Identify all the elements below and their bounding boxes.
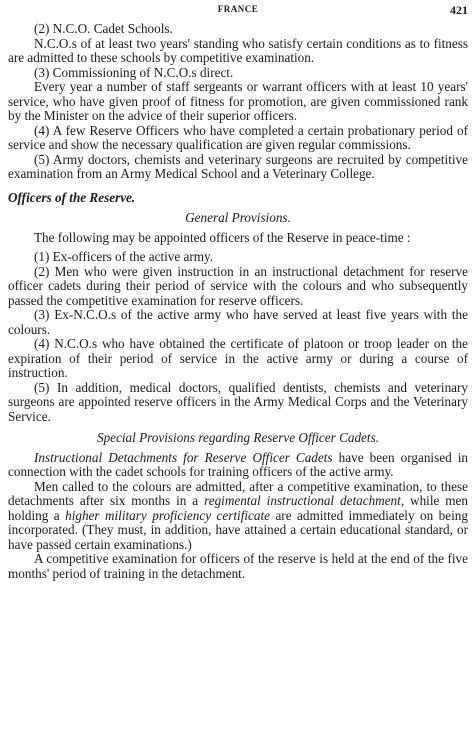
- paragraph: [8, 480, 468, 553]
- italic-run: higher military proficiency certificate: [65, 507, 270, 523]
- subsection-heading: Special Provisions regarding Reserve Officer Cadets.: [96, 430, 379, 445]
- paragraph: (2) N.C.O. Cadet Schools.: [34, 21, 173, 36]
- paragraph: (5) Army doctors, chemists and veterinary surgeons are recruited by competitive examination from an Army Medical School and a Veterinary College.: [8, 151, 468, 181]
- subsection-heading: General Provisions.: [185, 210, 291, 225]
- paragraph: (4) N.C.O.s who have obtained the certificate of platoon or troop leader on the expiration of their period of service in the active army or during a course of instruction.: [8, 336, 468, 380]
- page-header: [0, 4, 476, 18]
- paragraph: Every year a number of staff sergeants or warrant officers with at least 10 years' service, who have given proof of fitness for promotion, are given commissioned rank by the Minister on the advice of their superior officers.: [8, 79, 468, 123]
- text-run: Men called to the colours are admitted, after a competitive examination, to these detachments after six months in a: [8, 478, 468, 508]
- text-run: , while men holding a: [8, 493, 468, 523]
- paragraph: (2) Men who were given instruction in an instructional detachment for reserve officer cadets during their period of service with the colours and who subsequently passed the competitive examination for reserve officers.: [8, 263, 468, 308]
- page-number: 421: [450, 3, 468, 17]
- paragraph: The following may be appointed officers of the Reserve in peace-time :: [34, 229, 411, 245]
- italic-run: Instructional Detachments for Reserve Officer Cadets: [34, 449, 333, 465]
- paragraph: (3) Ex-N.C.O.s of the active army who have served at least five years with the colours.: [8, 307, 468, 337]
- paragraph: (3) Commissioning of N.C.O.s direct.: [34, 64, 234, 80]
- paragraph: N.C.O.s of at least two years' standing who satisfy certain conditions as to fitness are admitted to these schools by competitive examination.: [8, 35, 468, 65]
- text-run: have been organised in connection with the cadet schools for training officers of the active army.: [8, 449, 469, 479]
- paragraph: (1) Ex-officers of the active army.: [34, 249, 214, 264]
- body-text: [8, 22, 468, 581]
- running-title: FRANCE: [217, 4, 259, 14]
- section-heading: Officers of the Reserve.: [8, 189, 136, 205]
- paragraph: (4) A few Reserve Officers who have completed a certain probationary period of service and show the necessary qualification are given regular commissions.: [8, 122, 468, 152]
- paragraph: (5) In addition, medical doctors, qualified dentists, chemists and veterinary surgeons are appointed reserve officers in the Army Medical Corps and the Veterinary Service.: [8, 379, 468, 424]
- paragraph: [8, 451, 468, 480]
- italic-run: regimental instructional detachment: [204, 493, 401, 508]
- text-run: are admitted immediately on being incorporated. (They must, in addition, have attained a certain educational standard, or have passed certain examinations.): [8, 507, 468, 552]
- paragraph: A competitive examination for officers of the reserve is held at the end of the five months' period of training in the detachment.: [8, 551, 468, 581]
